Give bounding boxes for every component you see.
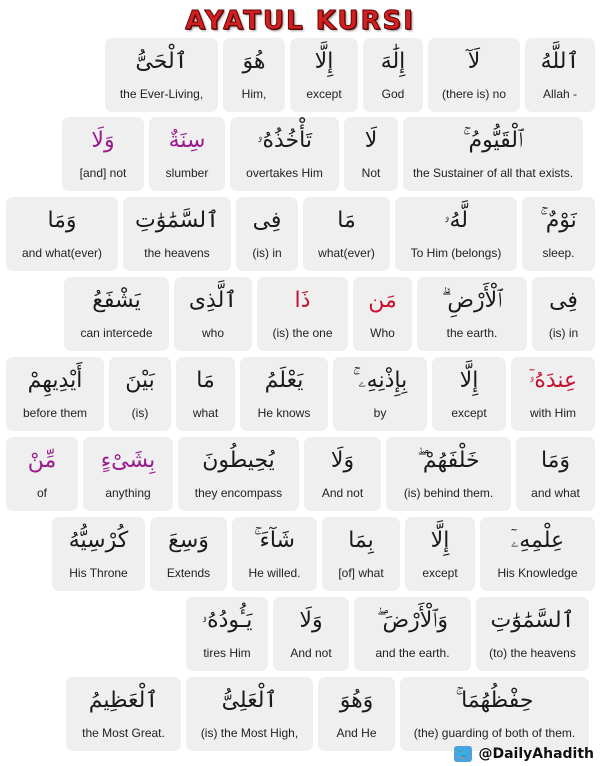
arabic-word: نَوْمٌ ۚ: [540, 208, 577, 233]
arabic-word: ٱلسَّمَٰوَٰتِ: [490, 608, 575, 633]
english-translation: can intercede: [80, 326, 153, 340]
arabic-word: ٱلْأَرْضِ ۗ: [441, 288, 503, 313]
english-translation: His Knowledge: [497, 566, 578, 580]
word-card: [304, 437, 381, 511]
arabic-word: فِى: [252, 208, 282, 233]
english-translation: To Him (belongs): [410, 246, 502, 260]
arabic-word: وَلَا: [299, 608, 323, 633]
word-card: [109, 357, 171, 431]
word-card: [290, 38, 358, 112]
arabic-word: سِنَةٌ: [168, 128, 206, 153]
english-translation: before them: [22, 406, 88, 420]
twitter-bird-icon: 🐦: [454, 746, 472, 762]
english-translation: sleep.: [542, 246, 575, 260]
arabic-word: مَن: [368, 288, 397, 313]
arabic-word: إِلَّا: [430, 528, 450, 553]
word-card: [176, 357, 235, 431]
arabic-word: ٱلْعَلِىُّ: [221, 688, 278, 713]
english-translation: [and] not: [79, 166, 127, 180]
english-translation: with Him: [529, 406, 576, 420]
english-translation: And not: [290, 646, 332, 660]
arabic-word: عِلْمِهِۦٓ: [510, 528, 565, 553]
word-card: [6, 197, 118, 271]
english-translation: (is) behind them.: [403, 486, 494, 500]
word-card: [480, 517, 595, 591]
arabic-word: ٱلْقَيُّومُ ۚ: [463, 128, 523, 153]
arabic-word: كُرْسِيُّهُ: [68, 528, 129, 553]
word-card: [417, 277, 527, 351]
word-card: [354, 597, 471, 671]
word-card: [6, 437, 78, 511]
english-translation: by: [373, 406, 387, 420]
word-card: [257, 277, 348, 351]
english-translation: the Most Great.: [82, 726, 165, 740]
arabic-word: إِلَّا: [459, 368, 479, 393]
arabic-word: لَّهُۥ: [444, 208, 468, 233]
arabic-word: لَا: [364, 128, 378, 153]
english-translation: what(ever): [318, 246, 375, 260]
arabic-word: وَلَا: [91, 128, 115, 153]
word-card: [236, 197, 298, 271]
word-card: [344, 117, 398, 191]
word-card: [150, 517, 227, 591]
arabic-word: إِلَّا: [314, 49, 334, 74]
word-card: [303, 197, 390, 271]
arabic-word: وَمَا: [540, 448, 571, 473]
twitter-handle[interactable]: @DailyAhadith: [478, 746, 594, 762]
english-translation: slumber: [165, 166, 209, 180]
english-translation: overtakes Him: [246, 166, 323, 180]
english-translation: except: [306, 87, 342, 101]
arabic-word: ٱلْحَىُّ: [135, 49, 188, 74]
word-card: [532, 277, 595, 351]
verse-row-7: [0, 517, 600, 591]
english-translation: (is) in: [548, 326, 579, 340]
word-card: [363, 38, 423, 112]
word-card: [178, 437, 299, 511]
english-translation: they encompass: [194, 486, 283, 500]
arabic-word: ٱلْعَظِيمُ: [88, 688, 159, 713]
english-translation: the heavens: [144, 246, 210, 260]
english-translation: (is) in: [252, 246, 282, 260]
english-translation: and what(ever): [21, 246, 103, 260]
english-translation: His Throne: [69, 566, 128, 580]
verse-row-6: [0, 437, 600, 511]
word-card: [525, 38, 595, 112]
word-card: [6, 357, 104, 431]
arabic-word: بِمَا: [348, 528, 374, 553]
word-card: [230, 117, 339, 191]
arabic-word: وَٱلْأَرْضَ ۖ: [377, 608, 448, 633]
arabic-word: بِإِذْنِهِۦ ۚ: [352, 368, 408, 393]
arabic-word: ٱلَّذِى: [188, 288, 238, 313]
arabic-word: يَعْلَمُ: [264, 368, 304, 393]
english-translation: He knows: [257, 406, 311, 420]
english-translation: of: [36, 486, 47, 500]
word-card: [400, 677, 589, 751]
arabic-word: تَأْخُذُهُۥ: [256, 128, 312, 153]
arabic-word: هُوَ: [242, 49, 266, 74]
arabic-word: لَآ: [467, 49, 481, 74]
english-translation: (to) the heavens: [489, 646, 576, 660]
verse-row-3: [0, 197, 600, 271]
word-card: [240, 357, 328, 431]
verse-row-1: [0, 38, 600, 112]
word-card: [522, 197, 595, 271]
english-translation: Him,: [241, 87, 267, 101]
english-translation: (the) guarding of both of them.: [413, 726, 576, 740]
word-card: [516, 437, 595, 511]
english-translation: (there is) no: [441, 87, 507, 101]
english-translation: Not: [361, 166, 381, 180]
english-translation: (is) the one: [272, 326, 333, 340]
word-card: [186, 597, 268, 671]
word-card: [322, 517, 400, 591]
word-card: [66, 677, 181, 751]
word-card: [428, 38, 520, 112]
arabic-word: عِندَهُۥٓ: [528, 368, 578, 393]
word-card: [174, 277, 252, 351]
arabic-word: ذَا: [294, 288, 311, 313]
footer-credit: [454, 744, 594, 764]
arabic-word: ٱلسَّمَٰوَٰتِ: [134, 208, 219, 233]
english-translation: and what: [531, 486, 580, 500]
arabic-word: شَآءَ ۚ: [254, 528, 295, 553]
word-card: [318, 677, 395, 751]
word-card: [273, 597, 349, 671]
arabic-word: وَمَا: [47, 208, 77, 233]
word-card: [64, 277, 169, 351]
word-card: [333, 357, 427, 431]
word-card: [186, 677, 313, 751]
verse-row-9: [0, 677, 600, 751]
english-translation: the Ever-Living,: [119, 87, 204, 101]
english-translation: the Sustainer of all that exists.: [412, 166, 574, 180]
word-card: [353, 277, 412, 351]
arabic-word: ٱللَّهُ: [540, 49, 580, 74]
verse-row-4: [0, 277, 600, 351]
word-card: [105, 38, 218, 112]
word-card: [476, 597, 589, 671]
word-card: [403, 117, 583, 191]
word-card: [395, 197, 517, 271]
word-card: [432, 357, 506, 431]
english-translation: Extends: [166, 566, 211, 580]
english-translation: [of] what: [338, 566, 384, 580]
english-translation: Allah -: [542, 87, 577, 101]
word-card: [405, 517, 475, 591]
english-translation: He willed.: [248, 566, 301, 580]
arabic-word: يُحِيطُونَ: [202, 448, 275, 473]
word-card: [52, 517, 145, 591]
english-translation: God: [381, 87, 405, 101]
word-card: [386, 437, 511, 511]
arabic-word: مَا: [337, 208, 356, 233]
word-card: [62, 117, 144, 191]
english-translation: And He: [336, 726, 377, 740]
verse-row-5: [0, 357, 600, 431]
arabic-word: مَا: [196, 368, 215, 393]
arabic-word: بَيْنَ: [125, 368, 155, 393]
verse-row-2: [0, 117, 600, 191]
arabic-word: فِى: [549, 288, 578, 313]
english-translation: anything: [105, 486, 151, 500]
english-translation: except: [451, 406, 487, 420]
english-translation: who: [201, 326, 224, 340]
english-translation: what: [192, 406, 219, 420]
word-card: [83, 437, 173, 511]
arabic-word: بِشَىْءٍ: [100, 448, 156, 473]
english-translation: the earth.: [446, 326, 498, 340]
word-card: [511, 357, 595, 431]
english-translation: tires Him: [203, 646, 251, 660]
arabic-word: وَلَا: [330, 448, 355, 473]
english-translation: (is) the Most High,: [200, 726, 299, 740]
arabic-word: وَهُوَ: [339, 688, 374, 713]
word-card: [149, 117, 225, 191]
english-translation: And not: [321, 486, 364, 500]
arabic-word: إِلَٰهَ: [380, 49, 406, 74]
word-card: [123, 197, 231, 271]
english-translation: (is): [131, 406, 149, 420]
english-translation: except: [422, 566, 458, 580]
english-translation: Who: [370, 326, 395, 340]
arabic-word: يَـُٔودُهُۥ: [201, 608, 253, 633]
arabic-word: أَيْدِيهِمْ: [27, 368, 83, 393]
arabic-word: وَسِعَ: [168, 528, 209, 553]
english-translation: and the earth.: [375, 646, 450, 660]
verse-row-8: [0, 597, 600, 671]
arabic-word: يَشْفَعُ: [92, 288, 141, 313]
page-title: AYATUL KURSI: [185, 6, 415, 36]
word-card: [232, 517, 317, 591]
word-card: [223, 38, 285, 112]
arabic-word: خَلْفَهُمْ ۖ: [417, 448, 480, 473]
arabic-word: حِفْظُهُمَا ۚ: [455, 688, 534, 713]
arabic-word: مِّنْ: [27, 448, 57, 473]
